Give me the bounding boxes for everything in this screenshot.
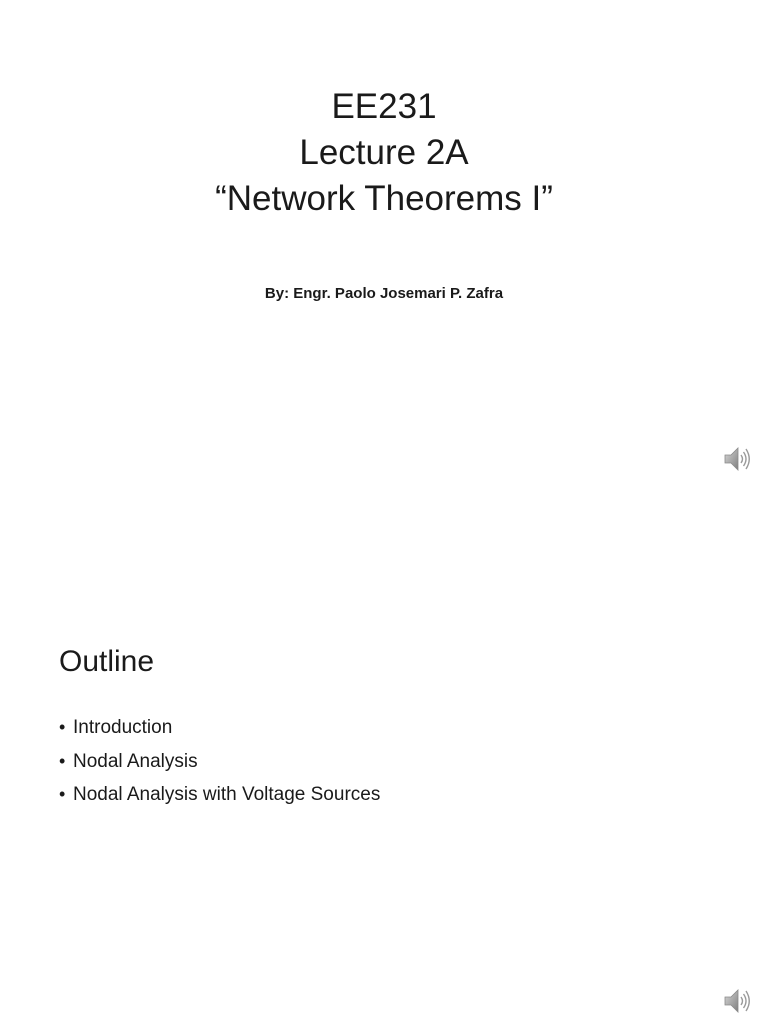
outline-item-nodal-analysis-voltage-sources: Nodal Analysis with Voltage Sources — [73, 784, 381, 805]
bullet: • — [59, 717, 66, 737]
list-item — [59, 745, 380, 779]
lecture-number: Lecture 2A — [299, 133, 469, 172]
bullet: • — [59, 750, 66, 771]
outline-item-introduction: Introduction — [73, 717, 173, 738]
outline-list — [59, 711, 380, 812]
slide-title — [0, 84, 768, 222]
course-code: EE231 — [331, 87, 437, 126]
bullet: • — [59, 784, 66, 804]
list-item — [59, 711, 380, 745]
outline-item-nodal-analysis: Nodal Analysis — [73, 750, 198, 772]
list-item — [59, 778, 380, 812]
lecture-title: “Network Theorems I” — [215, 179, 553, 218]
speaker-icon[interactable] — [722, 444, 752, 474]
author-byline: By: Engr. Paolo Josemari P. Zafra — [264, 285, 504, 302]
speaker-icon[interactable] — [722, 986, 752, 1016]
outline-heading: Outline — [59, 645, 155, 678]
